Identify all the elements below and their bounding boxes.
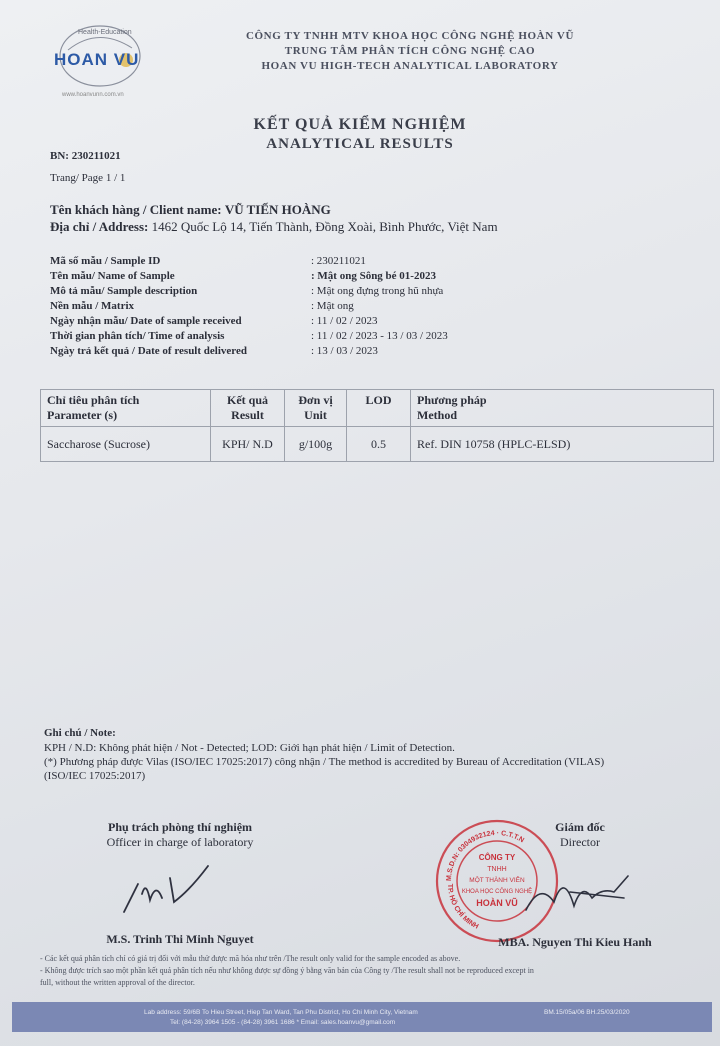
info-label: Thời gian phân tích/ Time of analysis: [50, 330, 225, 342]
info-value: : 13 / 03 / 2023: [311, 345, 378, 357]
director-role-vn: Giám đốc: [555, 820, 605, 834]
page-number: Trang/ Page 1 / 1: [50, 172, 126, 184]
svg-text:CÔNG TY: CÔNG TY: [478, 853, 516, 862]
info-value: : 11 / 02 / 2023: [311, 315, 378, 327]
director-role-en: Director: [560, 835, 600, 849]
info-label: Ngày nhận mẫu/ Date of sample received: [50, 315, 242, 327]
lab-officer-role-vn: Phụ trách phòng thí nghiệm: [107, 820, 253, 834]
info-label: Ngày trả kết quả / Date of result delivered: [50, 345, 247, 357]
info-value: : 11 / 02 / 2023 - 13 / 03 / 2023: [311, 330, 448, 342]
lab-address: Lab address: 59/6B To Hieu Street, Hiep Tan Ward, Tan Phu District, Ho Chi Minh City, Vietnam: [144, 1009, 418, 1016]
svg-text:MỘT THÀNH VIÊN: MỘT THÀNH VIÊN: [469, 877, 525, 884]
address-label: Địa chỉ / Address:: [50, 219, 149, 234]
info-label: Mô tả mẫu/ Sample description: [50, 285, 198, 297]
lab-contact: Tel: (84-28) 3964 1505 - (84-28) 3961 1686 * Email: sales.hoanvu@gmail.com: [170, 1019, 396, 1026]
note-title: Ghi chú / Note:: [44, 727, 116, 739]
client-label: Tên khách hàng / Client name:: [50, 202, 222, 217]
svg-text:KHOA HỌC CÔNG NGHỆ: KHOA HỌC CÔNG NGHỆ: [461, 889, 533, 895]
footer-line: - Không được trích sao một phần kết quả phân tích nếu như không được sự đồng ý bằng văn bản của Công ty /The result shall not be reproduced except in: [40, 966, 534, 975]
form-code: BM.15/05a/06 BH.25/03/2020: [544, 1009, 630, 1016]
svg-text:M.S.D.N: 0304932124 · C.T.T.N: M.S.D.N: 0304932124 · C.T.T.N: [445, 829, 526, 882]
lab-officer-role-en: Officer in charge of laboratory: [106, 835, 254, 849]
director-signature: [520, 862, 640, 922]
note-line: KPH / N.D: Không phát hiện / Not - Detected; LOD: Giới hạn phát hiện / Limit of Detection.: [44, 742, 455, 754]
lab-name: HOAN VU HIGH-TECH ANALYTICAL LABORATORY: [261, 60, 559, 72]
lab-officer-signature: [116, 860, 226, 920]
client-name: VŨ TIẾN HOÀNG: [224, 202, 331, 217]
cell-parameter: Saccharose (Sucrose): [41, 427, 211, 462]
info-value: : 230211021: [311, 255, 366, 267]
results-table: [40, 389, 714, 462]
director-name: MBA. Nguyen Thi Kieu Hanh: [498, 935, 652, 949]
batch-number: BN: 230211021: [50, 150, 121, 162]
header-result: Kết quả Result: [211, 390, 285, 427]
note-line: (ISO/IEC 17025:2017): [44, 770, 146, 782]
footer-bar: [12, 1002, 712, 1032]
info-value: : Mật ong đựng trong hũ nhựa: [311, 285, 444, 297]
lab-officer-name: M.S. Trinh Thi Minh Nguyet: [106, 932, 254, 946]
info-value: : Mật ong Sông bé 01-2023: [311, 270, 436, 282]
info-label: Nền mẫu / Matrix: [50, 300, 135, 312]
header-lod: LOD: [347, 390, 411, 427]
header-method: Phương pháp Method: [411, 390, 714, 427]
logo-brand: HOAN VU: [54, 50, 140, 69]
logo-arc-text: Health-Education: [78, 29, 132, 36]
info-label: Tên mẫu/ Name of Sample: [50, 270, 175, 282]
cell-lod: 0.5: [347, 427, 411, 462]
svg-text:TNHH: TNHH: [487, 866, 507, 873]
cell-result: KPH/ N.D: [211, 427, 285, 462]
company-name: CÔNG TY TNHH MTV KHOA HỌC CÔNG NGHỆ HOÀN VŨ: [245, 30, 575, 42]
svg-text:HOÀN VŨ: HOÀN VŨ: [476, 898, 518, 908]
address-line: [50, 219, 498, 235]
table-header-row: [41, 390, 714, 427]
cell-method: Ref. DIN 10758 (HPLC-ELSD): [411, 427, 714, 462]
title-en: ANALYTICAL RESULTS: [266, 136, 454, 152]
address-value: 1462 Quốc Lộ 14, Tiến Thành, Đồng Xoài, Bình Phước, Việt Nam: [151, 219, 498, 234]
info-value: : Mật ong: [311, 300, 354, 312]
svg-text:TP. HỒ CHÍ MINH: TP. HỒ CHÍ MINH: [445, 883, 480, 931]
footer-line: - Các kết quả phân tích chỉ có giá trị đối với mẫu thử được mã hóa như trên /The result only valid for the sample encoded as above.: [40, 954, 461, 963]
cell-unit: g/100g: [285, 427, 347, 462]
table-row: [41, 427, 714, 462]
note-line: (*) Phương pháp được Vilas (ISO/IEC 17025:2017) công nhận / The method is accredited by Bureau of Accreditation (VILAS): [44, 756, 605, 768]
title-vn: KẾT QUẢ KIỂM NGHIỆM: [253, 116, 467, 133]
footer-line: full, without the written approval of the director.: [40, 978, 195, 987]
info-label: Mã số mẫu / Sample ID: [50, 255, 161, 267]
header-parameter: Chỉ tiêu phân tích Parameter (s): [41, 390, 211, 427]
logo-url: www.hoanvunn.com.vn: [62, 92, 124, 98]
center-name: TRUNG TÂM PHÂN TÍCH CÔNG NGHỆ CAO: [284, 45, 536, 57]
client-line: [50, 202, 331, 218]
header-unit: Đơn vị Unit: [285, 390, 347, 427]
